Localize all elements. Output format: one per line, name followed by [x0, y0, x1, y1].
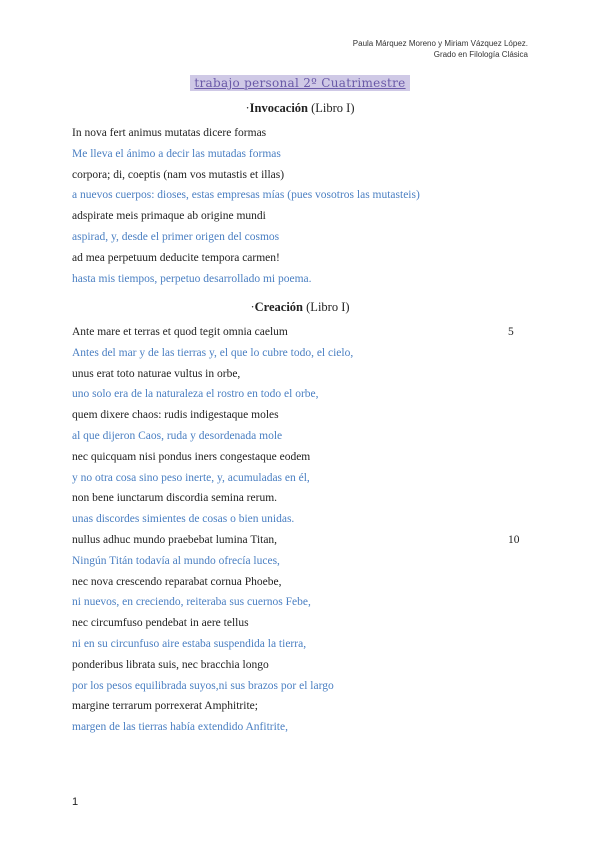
- spanish-translation-line: [72, 717, 532, 738]
- verse-block-invocacion: [72, 123, 532, 289]
- verse-number: 5: [508, 326, 514, 338]
- latin-verse-line: [72, 165, 532, 186]
- verse-text: margine terrarum porrexerat Amphitrite;: [72, 700, 258, 713]
- verse-text: Antes del mar y de las tierras y, el que lo cubre todo, el cielo,: [72, 346, 354, 359]
- verse-text: Ningún Titán todavía al mundo ofrecía luces,: [72, 554, 280, 567]
- heading-bullet: ·: [250, 300, 255, 314]
- verse-text: ad mea perpetuum deducite tempora carmen!: [72, 251, 280, 264]
- verse-text: ni en su circunfuso aire estaba suspendida la tierra,: [72, 637, 307, 650]
- latin-verse-line: [72, 447, 532, 468]
- verse-text: y no otra cosa sino peso inerte, y, acumuladas en él,: [72, 471, 310, 484]
- latin-verse-line: [72, 488, 532, 509]
- spanish-translation-line: [72, 634, 532, 655]
- spanish-translation-line: [72, 509, 532, 530]
- authors-line: Paula Márquez Moreno y Miriam Vázquez López.: [352, 39, 528, 48]
- latin-verse-line: [72, 696, 532, 717]
- verse-text: hasta mis tiempos, perpetuo desarrollado mi poema.: [72, 272, 312, 285]
- latin-verse-line: [72, 655, 532, 676]
- document-title: trabajo personal 2º Cuatrimestre: [190, 75, 409, 91]
- verse-text: Me lleva el ánimo a decir las mutadas formas: [72, 147, 281, 160]
- verse-text: nec nova crescendo reparabat cornua Phoebe,: [72, 575, 282, 588]
- verse-number: 10: [508, 533, 520, 546]
- verse-text: adspirate meis primaque ab origine mundi: [72, 210, 266, 223]
- spanish-translation-line: [72, 468, 532, 489]
- verse-text: corpora; di, coeptis (nam vos mutastis et illas): [72, 168, 285, 181]
- verse-text: quem dixere chaos: rudis indigestaque moles: [72, 409, 279, 422]
- verse-text: al que dijeron Caos, ruda y desordenada mole: [72, 429, 283, 442]
- spanish-translation-line: [72, 551, 532, 572]
- degree-line: Grado en Filología Clásica: [433, 50, 528, 59]
- spanish-translation-line: [72, 384, 532, 405]
- latin-verse-line: [72, 572, 532, 593]
- verse-text: a nuevos cuerpos: dioses, estas empresas mías (pues vosotros las mutasteis): [72, 189, 420, 202]
- verse-text: unus erat toto naturae vultus in orbe,: [72, 367, 241, 380]
- page-number: 1: [72, 796, 79, 808]
- page-header: [353, 38, 528, 60]
- verse-text: unas discordes simientes de cosas o bien unidas.: [72, 513, 295, 526]
- latin-verse-line: [72, 206, 532, 227]
- spanish-translation-line: [72, 343, 532, 364]
- heading-bullet: ·: [245, 101, 250, 115]
- latin-verse-line: [72, 613, 532, 634]
- heading-book: (Libro I): [308, 101, 355, 115]
- latin-verse-line: [72, 248, 532, 269]
- verse-text: margen de las tierras había extendido Anfitrite,: [72, 721, 288, 734]
- verse-text: nec circumfuso pendebat in aere tellus: [72, 617, 249, 630]
- verse-text: ni nuevos, en creciendo, reiteraba sus cuernos Febe,: [72, 596, 311, 609]
- verse-block-creacion: [72, 322, 532, 738]
- verse-text: In nova fert animus mutatas dicere formas: [72, 127, 267, 139]
- section-heading-invocacion: [0, 101, 600, 116]
- heading-title: Creación: [254, 300, 304, 314]
- title-container: [0, 74, 600, 92]
- section-heading-creacion: [0, 300, 600, 315]
- verse-text: nullus adhuc mundo praebebat lumina Titan,: [72, 533, 278, 546]
- verse-text: por los pesos equilibrada suyos,ni sus brazos por el largo: [72, 679, 334, 692]
- latin-verse-line: [72, 364, 532, 385]
- spanish-translation-line: [72, 227, 532, 248]
- latin-verse-line: [72, 123, 532, 144]
- verse-text: non bene iunctarum discordia semina rerum.: [72, 492, 278, 505]
- latin-verse-line: [72, 405, 532, 426]
- spanish-translation-line: [72, 144, 532, 165]
- heading-title: Invocación: [249, 101, 308, 115]
- spanish-translation-line: [72, 185, 532, 206]
- verse-text: uno solo era de la naturaleza el rostro en todo el orbe,: [72, 388, 319, 401]
- latin-verse-line: [72, 322, 532, 343]
- verse-text: Ante mare et terras et quod tegit omnia caelum: [72, 326, 288, 338]
- spanish-translation-line: [72, 426, 532, 447]
- verse-text: ponderibus librata suis, nec bracchia longo: [72, 658, 269, 671]
- verse-text: aspirad, y, desde el primer origen del cosmos: [72, 230, 280, 243]
- spanish-translation-line: [72, 592, 532, 613]
- spanish-translation-line: [72, 676, 532, 697]
- latin-verse-line: [72, 530, 532, 551]
- spanish-translation-line: [72, 269, 532, 290]
- heading-book: (Libro I): [303, 300, 350, 314]
- verse-text: nec quicquam nisi pondus iners congestaque eodem: [72, 450, 311, 463]
